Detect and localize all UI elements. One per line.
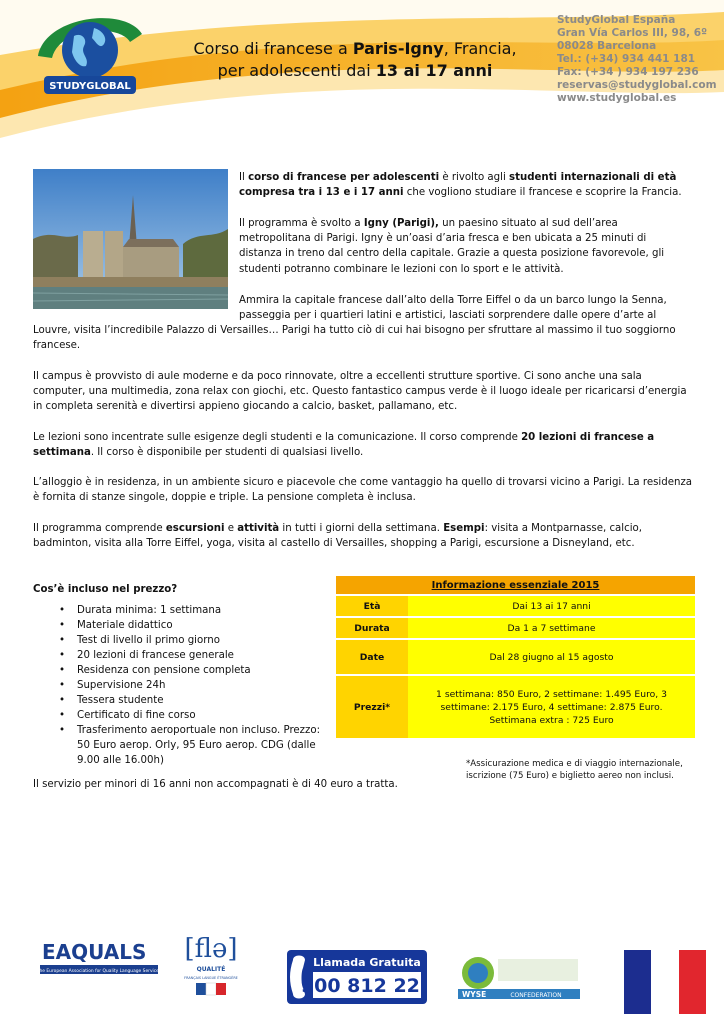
- list-item: • Certificato di fine corso: [77, 708, 328, 723]
- list-item: • Supervisione 24h: [77, 678, 328, 693]
- free-call-badge: [287, 950, 427, 1004]
- activities-paragraph: Il programma comprende escursioni e attività in tutti i giorni della settimana. Esempi: visita a Montparnasse, calcio, badminton, visita alla Torre Eiffel, yoga, visita al castello di Versailles, shopping a Parigi, escursione a Disneyland, etc.: [33, 523, 643, 550]
- free-call-label: Llamada Gratuita: [313, 956, 421, 969]
- info-footnote: *Assicurazione medica e di viaggio internazionale, iscrizione (75 Euro) e biglietto aereo non inclusi.: [466, 759, 683, 781]
- list-item: • Durata minima: 1 settimana: [77, 603, 328, 618]
- contact-address: Gran Vía Carlos III, 98, 6º: [557, 27, 708, 39]
- french-flag: [624, 950, 706, 1014]
- page-title: Corso di francese a Paris-Igny, Francia, per adolescenti dai 13 ai 17 anni: [193, 39, 517, 80]
- info-table-heading: Informazione essenziale 2015: [336, 576, 695, 594]
- list-item: • Materiale didattico: [77, 618, 328, 633]
- intro-paragraph-3a: Ammira la capitale francese dall’alto della Torre Eiffel o da un barco lungo la Senna, passeggia per i quartieri latini e artistici, lasciati sorprendere dalle opere d’arte al: [239, 295, 667, 322]
- intro-paragraph-1: Il corso di francese per adolescenti è rivolto agli studenti internazionali di età compresa tra i 13 e i 17 anni che vogliono studiare il francese e scoprire la Francia.: [239, 172, 682, 199]
- info-value-age: Dai 13 ai 17 anni: [408, 596, 695, 616]
- wyse-text: WYSE: [462, 990, 487, 999]
- list-item: • Residenza con pensione completa: [77, 663, 328, 678]
- contact-company: StudyGlobal España: [557, 14, 676, 26]
- list-item: • Test di livello il primo giorno: [77, 633, 328, 648]
- contact-tel: Tel.: (+34) 934 441 181: [557, 53, 696, 65]
- wyse-logo: [458, 955, 580, 1003]
- studyglobal-logo: [30, 6, 150, 98]
- contact-block: [557, 14, 717, 105]
- included-section: [33, 582, 328, 768]
- fle-logo: [180, 925, 242, 1007]
- fle-quality: QUALITÉ: [196, 966, 226, 973]
- contact-fax: Fax: (+34 ) 934 197 236: [557, 66, 699, 78]
- fle-subtitle: FRANÇAIS LANGUE ÉTRANGÈRE: [184, 976, 238, 980]
- info-label-prices: Prezzi*: [336, 676, 408, 738]
- info-label-age: Età: [336, 596, 408, 616]
- contact-web: www.studyglobal.es: [557, 92, 677, 104]
- info-label-dates: Date: [336, 640, 408, 674]
- included-list: [33, 603, 328, 768]
- info-value-duration: Da 1 a 7 settimane: [408, 618, 695, 638]
- accommodation-paragraph: L’alloggio è in residenza, in un ambiente sicuro e piacevole che come vantaggio ha quello di trovarsi vicino a Parigi. La residenza è fornita di stanze singole, doppie e triple. La pensione completa è inclusa.: [33, 477, 693, 504]
- info-value-dates: Dal 28 giugno al 15 agosto: [408, 640, 695, 674]
- contact-city: 08028 Barcelona: [557, 40, 657, 52]
- info-table: [336, 574, 695, 740]
- logo-text: STUDYGLOBAL: [49, 81, 131, 92]
- intro-paragraph-2: Il programma è svolto a Igny (Parigi), un paesino situato al sud dell’area metropolitana di Parigi. Igny è un’oasi d’aria fresca e ben ubicata a 25 minuti di distanza in treno dal centro della capitale. Grazie a questa posizione favorevole, gli studenti potranno combinare le lezioni con lo sport e le attività.: [239, 218, 665, 275]
- notre-dame-photo: [33, 169, 228, 309]
- minors-note: Il servizio per minori di 16 anni non accompagnati è di 40 euro a tratta.: [33, 779, 398, 790]
- eaquals-subtitle: The European Association for Quality Language Services: [40, 969, 158, 974]
- list-item: • Trasferimento aeroportuale non incluso. Prezzo: 50 Euro aerop. Orly, 95 Euro aerop. CDG (dalle 9.00 alle 16.00h): [77, 723, 328, 768]
- info-value-prices: 1 settimana: 850 Euro, 2 settimane: 1.495 Euro, 3 settimane: 2.175 Euro, 4 settimane: 2.875 Euro. Settimana extra : 725 Euro: [408, 676, 695, 738]
- list-item: • 20 lezioni di francese generale: [77, 648, 328, 663]
- lessons-paragraph: Le lezioni sono incentrate sulle esigenze degli studenti e la comunicazione. Il corso comprende 20 lezioni di francese a settimana. Il corso è disponibile per studenti di qualsiasi livello.: [33, 432, 655, 459]
- page-header: [0, 0, 724, 150]
- list-item: • Tessera studente: [77, 693, 328, 708]
- included-heading: Cos’è incluso nel prezzo?: [33, 584, 178, 595]
- fle-text: [flə]: [184, 934, 238, 964]
- campus-paragraph: Il campus è provvisto di aule moderne e da poco rinnovate, oltre a eccellenti strutture sportive. Ci sono anche una sala computer, una multimedia, zona relax con giochi, etc. Questo fantastico campus verde è il luogo ideale per ricaricarsi d’energia in completa serenità e divertirsi appieno giocando a calcio, basket, pallamano, etc.: [33, 371, 687, 413]
- info-label-duration: Durata: [336, 618, 408, 638]
- intro-paragraph-3b: Louvre, visita l’incredibile Palazzo di Versailles… Parigi ha tutto ciò di cui hai bisogno per sfruttare al massimo il tuo soggiorno francese.: [33, 325, 676, 352]
- free-call-number: 900 812 222: [300, 975, 427, 997]
- contact-email: reservas@studyglobal.com: [557, 79, 717, 91]
- wyse-subtitle: CONFEDERATION: [510, 992, 562, 999]
- eaquals-text: EAQUALS: [42, 940, 147, 964]
- eaquals-logo: [40, 937, 158, 977]
